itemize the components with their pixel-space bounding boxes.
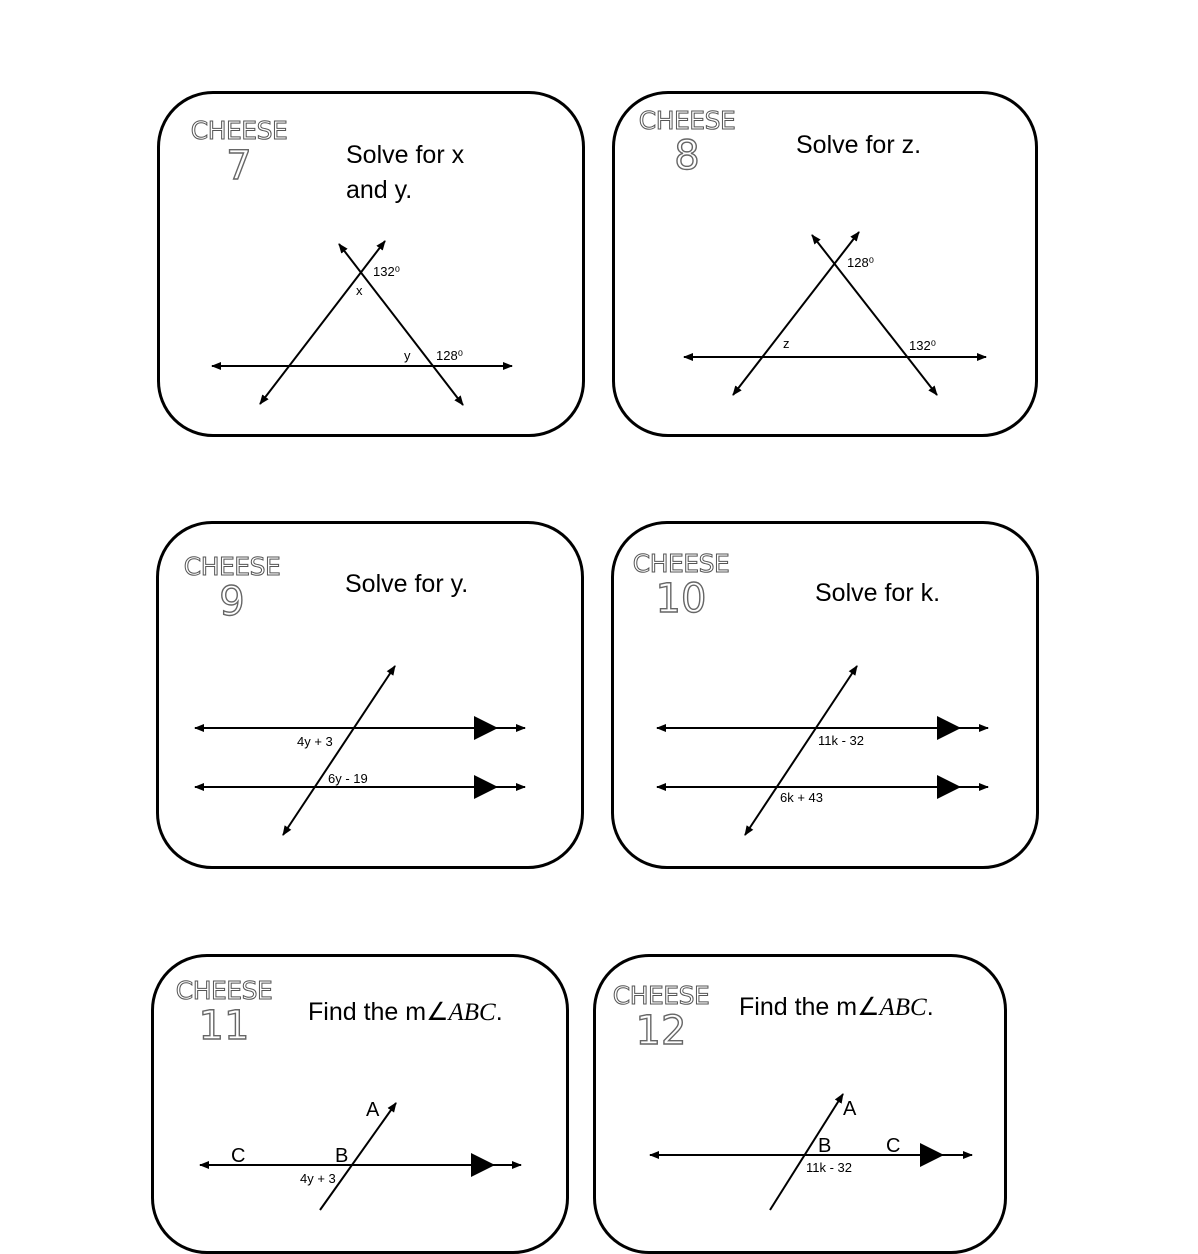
cheese-word: CHEESE [183,552,281,581]
card-number: 7 [226,143,252,189]
prompt-prefix: Find the m∠ [739,993,880,1021]
prompt-line: Solve for z. [796,131,922,159]
card-number: 12 [635,1008,687,1054]
angle-label-z: z [783,336,790,351]
expr-label: 4y + 3 [300,1171,336,1186]
expr-upper: 11k - 32 [818,733,865,748]
prompt-suffix: . [926,993,934,1021]
expr-label: 11k - 32 [806,1160,853,1175]
point-label-c: C [231,1145,246,1167]
prompt-suffix: . [495,998,503,1026]
card-number: 11 [198,1003,250,1049]
cheese-word: CHEESE [632,549,730,578]
transversal [770,1094,843,1210]
parallel-mark [920,1143,944,1167]
cheese-word: CHEESE [638,106,736,135]
cheese-word: CHEESE [190,116,288,145]
cheese-word: CHEESE [175,976,273,1005]
card-number: 8 [674,133,700,179]
point-label-c: C [886,1135,901,1157]
point-label-a: A [843,1098,857,1120]
expr-upper: 4y + 3 [297,734,333,749]
point-label-b: B [335,1145,349,1167]
prompt-line: Solve for x [346,141,465,169]
prompt-prefix: Find the m∠ [308,998,449,1026]
card-number: 9 [219,579,245,625]
point-label-b: B [818,1135,832,1157]
prompt-math: ABC [879,994,927,1021]
prompt-line: Solve for y. [345,570,469,598]
angle-label-x: x [356,283,363,298]
prompt-math: ABC [448,999,496,1026]
prompt-line: Solve for k. [815,579,941,607]
point-label-a: A [366,1099,380,1121]
cheese-word: CHEESE [612,981,710,1010]
prompt-line: and y. [346,176,413,204]
expr-lower: 6y - 19 [328,771,368,786]
angle-label-132: 132⁰ [909,338,936,353]
angle-label-128: 128⁰ [847,255,874,270]
angle-label-128: 128⁰ [436,348,463,363]
expr-lower: 6k + 43 [780,790,824,805]
card-number: 10 [655,576,707,622]
angle-label-132: 132⁰ [373,264,400,279]
angle-label-y: y [404,348,411,363]
